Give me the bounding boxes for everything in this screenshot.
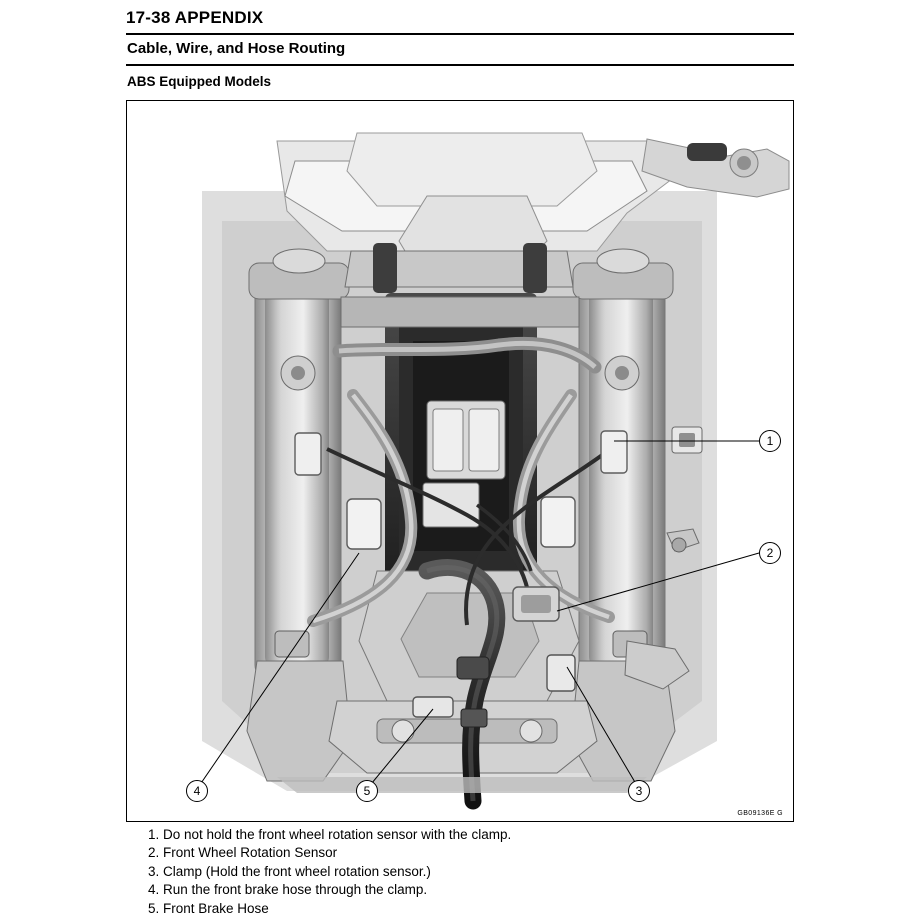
figure-code: GB09136E G — [737, 810, 783, 817]
legend-item-1: 1. Do not hold the front wheel rotation sensor with the clamp. — [148, 827, 512, 842]
legend-item-3: 3. Clamp (Hold the front wheel rotation sensor.) — [148, 863, 431, 879]
callout-4: 4 — [186, 780, 208, 802]
legend-item-4: 4. Run the front brake hose through the clamp. — [148, 882, 428, 898]
section-title: Cable, Wire, and Hose Routing — [127, 40, 346, 57]
section-divider — [126, 64, 794, 66]
title-divider — [126, 33, 794, 35]
figure-illustration — [127, 101, 793, 821]
figure-frame — [126, 100, 794, 822]
callout-leader-lines — [127, 101, 793, 821]
page-title: 17-38 APPENDIX — [126, 8, 264, 27]
callout-5: 5 — [356, 780, 378, 802]
callout-1: 1 — [759, 430, 781, 452]
subsection-title: ABS Equipped Models — [127, 74, 272, 89]
figure-legend — [148, 826, 808, 918]
legend-item-5: 5. Front Brake Hose — [148, 900, 269, 916]
callout-2: 2 — [759, 542, 781, 564]
callout-3: 3 — [628, 780, 650, 802]
legend-item-2: 2. Front Wheel Rotation Sensor — [148, 845, 338, 861]
